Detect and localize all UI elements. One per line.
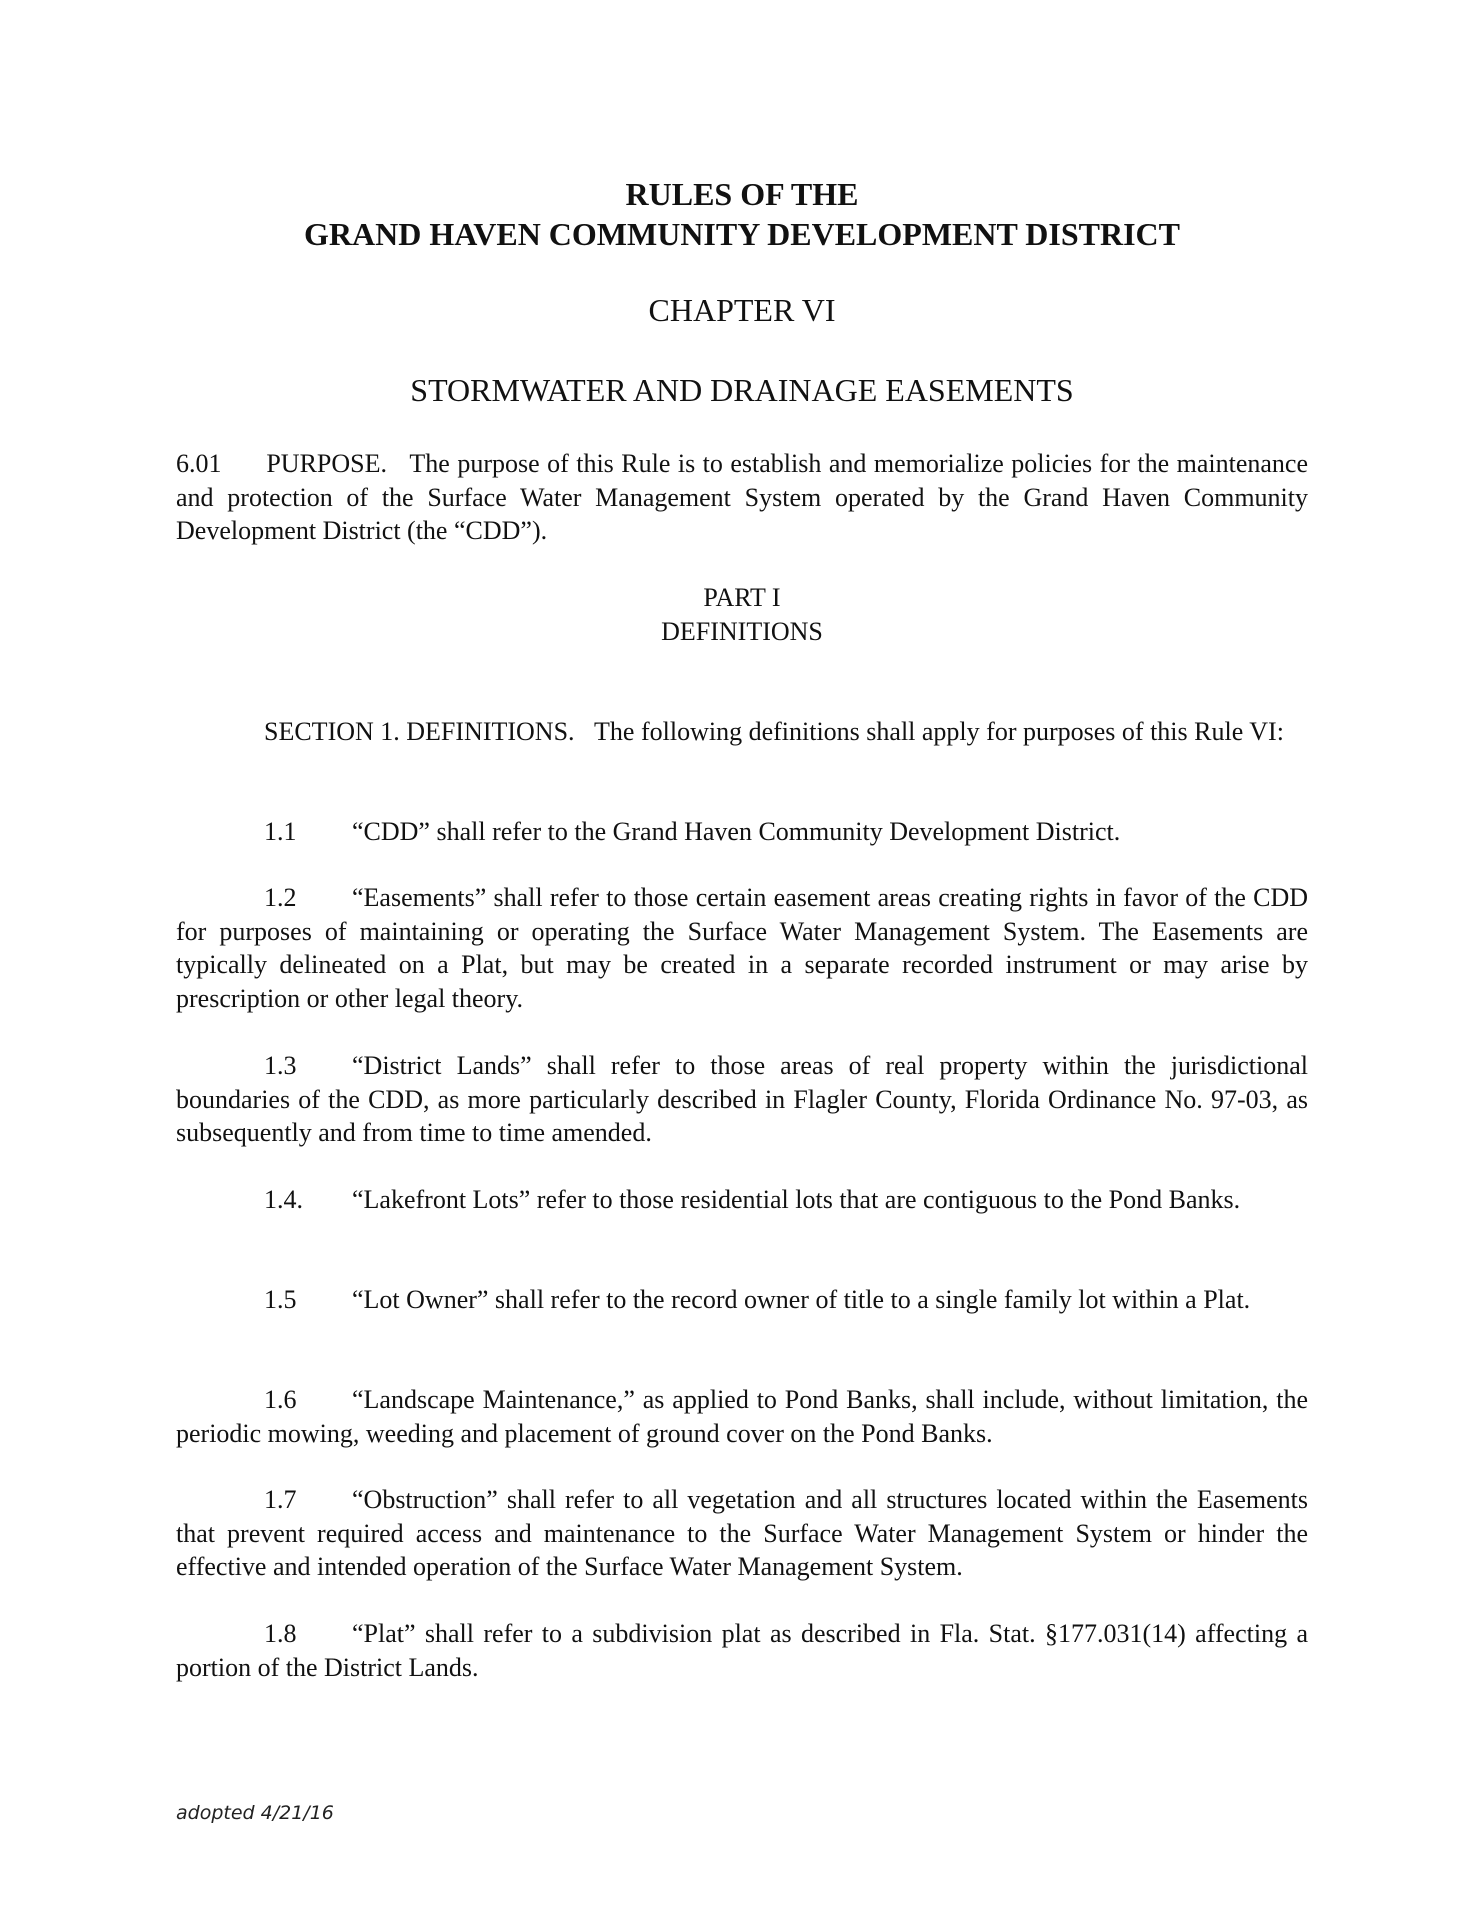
- section-1-heading: SECTION 1. DEFINITIONS.: [264, 717, 575, 746]
- section-1-text: The following definitions shall apply for purposes of this Rule VI:: [594, 717, 1284, 746]
- definition-number: 1.4.: [264, 1185, 303, 1214]
- definition-number: 1.7: [264, 1485, 297, 1514]
- definition-1-6: [176, 1383, 1308, 1450]
- purpose-paragraph: [176, 447, 1308, 548]
- definition-text: “CDD” shall refer to the Grand Haven Community Development District.: [352, 817, 1121, 846]
- definition-number: 1.2: [264, 883, 297, 912]
- definition-text: “Lot Owner” shall refer to the record owner of title to a single family lot within a Plat.: [352, 1285, 1251, 1314]
- purpose-text: The purpose of this Rule is to establish and memorialize policies for the maintenance and protection of the Surface Water Management System operated by the Grand Haven Community Development District (the “CDD”).: [176, 449, 1308, 545]
- definition-number: 1.6: [264, 1385, 297, 1414]
- definition-1-3: [176, 1049, 1308, 1150]
- definition-1-1: [176, 815, 1308, 849]
- definition-text: “Obstruction” shall refer to all vegetation and all structures located within the Easements that prevent required access and maintenance to the Surface Water Management System or hinder the effective and intended operation of the Surface Water Management System.: [176, 1485, 1308, 1581]
- definition-1-8: [176, 1617, 1308, 1684]
- definition-text: “District Lands” shall refer to those areas of real property within the jurisdictional boundaries of the CDD, as more particularly described in Flagler County, Florida Ordinance No. 97-03, as subsequently and from time to time amended.: [176, 1051, 1308, 1147]
- definition-text: “Plat” shall refer to a subdivision plat as described in Fla. Stat. §177.031(14) affecting a portion of the District Lands.: [176, 1619, 1308, 1682]
- part-heading: [0, 581, 1484, 649]
- definition-number: 1.1: [264, 817, 297, 846]
- title-line-2: GRAND HAVEN COMMUNITY DEVELOPMENT DISTRICT: [304, 216, 1180, 252]
- definition-1-5: [176, 1283, 1308, 1317]
- definition-number: 1.8: [264, 1619, 297, 1648]
- definition-1-2: [176, 881, 1308, 1015]
- document-title: [0, 174, 1484, 254]
- chapter-heading: CHAPTER VI: [648, 292, 836, 328]
- definition-1-4: [176, 1183, 1308, 1217]
- part-title: DEFINITIONS: [661, 617, 823, 646]
- purpose-number: 6.01: [176, 449, 222, 478]
- section-1-paragraph: [176, 715, 1308, 749]
- definition-text: “Lakefront Lots” refer to those residential lots that are contiguous to the Pond Banks.: [352, 1185, 1241, 1214]
- subject-heading: STORMWATER AND DRAINAGE EASEMENTS: [410, 372, 1074, 408]
- definition-text: “Landscape Maintenance,” as applied to Pond Banks, shall include, without limitation, the periodic mowing, weeding and placement of ground cover on the Pond Banks.: [176, 1385, 1308, 1448]
- definition-number: 1.3: [264, 1051, 297, 1080]
- definition-1-7: [176, 1483, 1308, 1584]
- adopted-date-footer: adopted 4/21/16: [176, 1802, 334, 1824]
- part-label: PART I: [703, 583, 781, 612]
- purpose-heading: PURPOSE.: [266, 449, 387, 478]
- definition-number: 1.5: [264, 1285, 297, 1314]
- title-line-1: RULES OF THE: [625, 176, 859, 212]
- definition-text: “Easements” shall refer to those certain easement areas creating rights in favor of the CDD for purposes of maintaining or operating the Surface Water Management System. The Easements are typically delineated on a Plat, but may be created in a separate recorded instrument or may arise by prescription or other legal theory.: [176, 883, 1308, 1013]
